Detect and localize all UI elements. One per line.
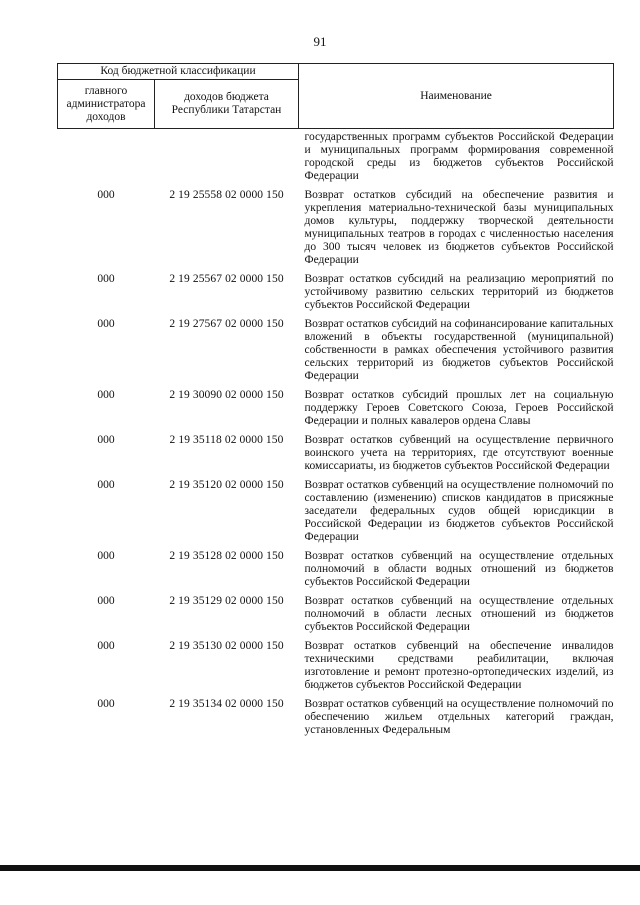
row-name-cell: Возврат остатков субсидий на софинансирование капитальных вложений в объекты государственной (муниципальной) собственности в рамках обеспечения устойчивого развития сельских территорий из бюджетов субъектов Российской Федерации bbox=[304, 318, 614, 382]
empty-cell bbox=[58, 129, 155, 190]
revenue-code-cell: 2 19 35120 02 0000 150 bbox=[169, 479, 284, 491]
budget-classification-table bbox=[57, 63, 614, 743]
revenue-code-cell: 2 19 25567 02 0000 150 bbox=[169, 273, 284, 285]
revenue-code-cell: 2 19 35129 02 0000 150 bbox=[169, 595, 284, 607]
revenue-code-cell: 2 19 35134 02 0000 150 bbox=[169, 698, 284, 710]
revenue-code-cell: 2 19 27567 02 0000 150 bbox=[169, 318, 284, 330]
table-row-continuation bbox=[58, 129, 614, 190]
admin-column-header: главного администратора доходов bbox=[58, 80, 155, 129]
admin-code-cell: 000 bbox=[97, 550, 115, 562]
row-name-cell: Возврат остатков субсидий на обеспечение развития и укрепления материально-технической базы муниципальных домов культуры, поддержку творческой деятельности муниципальных театров в городах с численностью населения до 300 тысяч человек из бюджетов субъектов Российской Федерации bbox=[304, 189, 614, 266]
admin-code-cell: 000 bbox=[97, 273, 115, 285]
table-row bbox=[58, 698, 614, 743]
admin-code-cell: 000 bbox=[97, 189, 115, 201]
page-number: 91 bbox=[313, 34, 327, 49]
revenue-code-cell: 2 19 35128 02 0000 150 bbox=[169, 550, 284, 562]
revenue-column-header: доходов бюджета Республики Татарстан bbox=[155, 80, 299, 129]
revenue-code-cell: 2 19 35118 02 0000 150 bbox=[169, 434, 284, 446]
row-name-cell: Возврат остатков субвенций на обеспечение инвалидов техническими средствами реабилитации, включая изготовление и ремонт протезно-ортопедических изделий, из бюджетов субъектов Российской Федерации bbox=[304, 640, 614, 691]
table-row bbox=[58, 434, 614, 479]
admin-code-cell: 000 bbox=[97, 434, 115, 446]
table-row bbox=[58, 273, 614, 318]
admin-code-cell: 000 bbox=[97, 640, 115, 652]
table-body bbox=[58, 129, 614, 744]
revenue-code-cell: 2 19 30090 02 0000 150 bbox=[169, 389, 284, 401]
row-name-cell: Возврат остатков субвенций на осуществление отдельных полномочий в области лесных отношений из бюджетов субъектов Российской Федерации bbox=[304, 595, 614, 633]
table-row bbox=[58, 189, 614, 273]
row-name-cell: Возврат остатков субсидий на реализацию мероприятий по устойчивому развитию сельских территорий из бюджетов субъектов Российской Федерации bbox=[304, 273, 614, 311]
admin-code-cell: 000 bbox=[97, 595, 115, 607]
admin-code-cell: 000 bbox=[97, 318, 115, 330]
name-column-header: Наименование bbox=[299, 64, 614, 129]
empty-cell bbox=[155, 129, 299, 190]
revenue-code-cell: 2 19 35130 02 0000 150 bbox=[169, 640, 284, 652]
bottom-scan-border bbox=[0, 865, 640, 871]
table-header bbox=[58, 64, 614, 129]
table-row bbox=[58, 595, 614, 640]
revenue-code-cell: 2 19 25558 02 0000 150 bbox=[169, 189, 284, 201]
table-row bbox=[58, 640, 614, 698]
table-row bbox=[58, 550, 614, 595]
continuation-name: государственных программ субъектов Российской Федерации и муниципальных программ формирования современной городской среды из бюджетов субъектов Российской Федерации bbox=[304, 131, 614, 182]
table-row bbox=[58, 389, 614, 434]
row-name-cell: Возврат остатков субсидий прошлых лет на социальную поддержку Героев Советского Союза, Героев Российской Федерации и полных кавалеров ордена Славы bbox=[304, 389, 614, 427]
row-name-cell: Возврат остатков субвенций на осуществление полномочий по составлению (изменению) списков кандидатов в присяжные заседатели федеральных судов общей юрисдикции в Российской Федерации из бюджетов субъектов Российской Федерации bbox=[304, 479, 614, 543]
row-name-cell: Возврат остатков субвенций на осуществление полномочий по обеспечению жильем отдельных категорий граждан, установленных Федеральным bbox=[304, 698, 614, 736]
classification-group-header: Код бюджетной классификации bbox=[58, 64, 299, 80]
table-row bbox=[58, 479, 614, 550]
admin-code-cell: 000 bbox=[97, 479, 115, 491]
admin-code-cell: 000 bbox=[97, 698, 115, 710]
row-name-cell: Возврат остатков субвенций на осуществление отдельных полномочий в области водных отношений из бюджетов субъектов Российской Федерации bbox=[304, 550, 614, 588]
table-row bbox=[58, 318, 614, 389]
row-name-cell: Возврат остатков субвенций на осуществление первичного воинского учета на территориях, где отсутствуют военные комиссариаты, из бюджетов субъектов Российской Федерации bbox=[304, 434, 614, 472]
admin-code-cell: 000 bbox=[97, 389, 115, 401]
